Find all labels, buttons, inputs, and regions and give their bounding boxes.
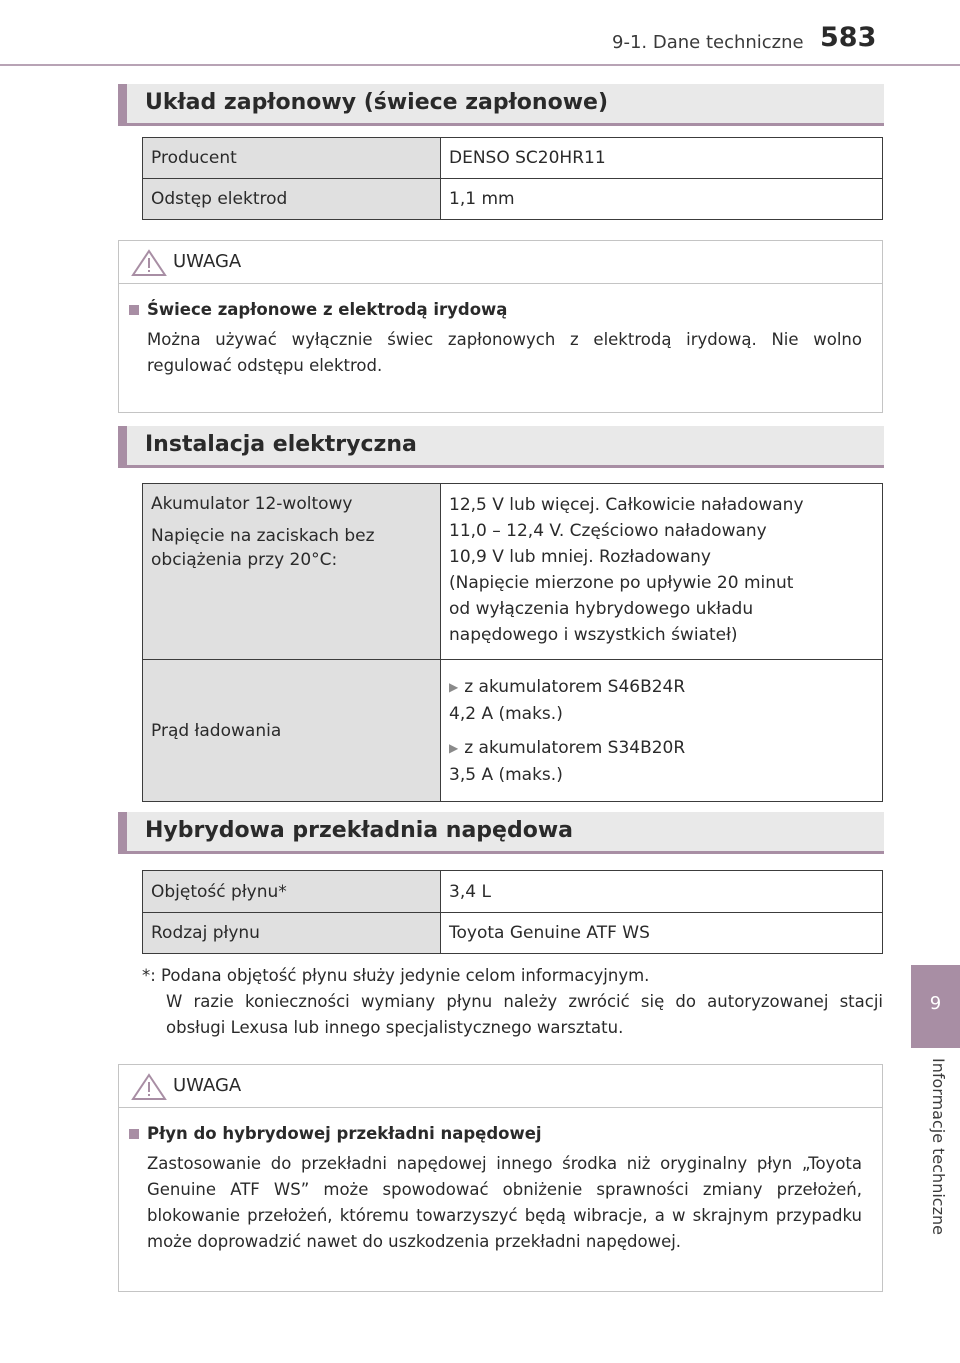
- warning-body: [119, 1108, 882, 1275]
- table-label-cell: Objętość płynu*: [143, 871, 441, 913]
- section-heading-transmission: [118, 812, 884, 854]
- warning-subtitle: Świece zapłonowe z elektrodą irydową: [147, 300, 508, 319]
- list-item-title: z akumulatorem S46B24R: [464, 676, 686, 697]
- section-heading-text: Instalacja elektryczna: [145, 432, 417, 457]
- chapter-number: 9: [929, 993, 942, 1014]
- table-value-cell: 3,4 L: [441, 871, 883, 913]
- table-label-cell: Prąd ładowania: [143, 660, 441, 802]
- warning-triangle-icon: [131, 1073, 167, 1101]
- warning-text: Zastosowanie do przekładni napędowej innego środka niż oryginalny płyn „Toyota Genuine ATF WS” może spowodować obniżenie sprawności zmiany przełożeń, blokowanie przełożeń, któremu towarzyszyć będą wibracje, a w skrajnym przypadku może doprowadzić nawet do uszkodzenia przekładni napędowej.: [147, 1154, 862, 1251]
- chapter-title: Informacje techniczne: [929, 1058, 948, 1235]
- battery-value-line: 11,0 – 12,4 V. Częściowo naładowany: [449, 521, 767, 541]
- table-row: [143, 179, 883, 220]
- warning-triangle-icon: [131, 249, 167, 277]
- table-value-cell: DENSO SC20HR11: [441, 138, 883, 179]
- list-item-value: 3,5 A (maks.): [449, 764, 563, 785]
- list-item-value: 4,2 A (maks.): [449, 703, 563, 724]
- warning-text: Można używać wyłącznie świec zapłonowych z elektrodą irydową. Nie wolno regulować odstępu elektrod.: [147, 330, 862, 375]
- footnote-line: *: Podana objętość płynu służy jedynie celom informacyjnym.: [142, 966, 650, 985]
- warning-body: [119, 284, 882, 399]
- warning-subtitle: Płyn do hybrydowej przekładni napędowej: [147, 1124, 542, 1143]
- page-number: 583: [820, 22, 877, 53]
- battery-value-line: napędowego i wszystkich świateł): [449, 625, 738, 645]
- section-heading-text: Hybrydowa przekładnia napędowa: [145, 818, 574, 843]
- list-item: [449, 674, 874, 701]
- section-heading-electrical: [118, 426, 884, 468]
- warning-label: UWAGA: [173, 1075, 242, 1096]
- table-label-cell: Producent: [143, 138, 441, 179]
- chapter-tab: [911, 965, 960, 1048]
- header-section-title: 9-1. Dane techniczne: [612, 32, 804, 53]
- table-value-cell: Toyota Genuine ATF WS: [441, 913, 883, 954]
- table-row: [143, 913, 883, 954]
- footnote-continuation: W razie konieczności wymiany płynu należy zwrócić się do autoryzowanej stacji obsługi Lexusa lub innego specjalistycznego warsztatu.: [166, 992, 883, 1037]
- table-label-cell: Rodzaj płynu: [143, 913, 441, 954]
- warning-label: UWAGA: [173, 251, 242, 272]
- battery-label: Akumulator 12-woltowy: [151, 494, 353, 514]
- transmission-spec-table: [142, 870, 883, 954]
- battery-value-line: 10,9 V lub mniej. Rozładowany: [449, 547, 711, 567]
- battery-value-line: 12,5 V lub więcej. Całkowicie naładowany: [449, 495, 804, 515]
- table-row: [143, 660, 883, 802]
- warning-header: [119, 241, 882, 284]
- electrical-spec-table: [142, 483, 883, 802]
- table-value-cell: 1,1 mm: [441, 179, 883, 220]
- table-label-cell: Odstęp elektrod: [143, 179, 441, 220]
- voltage-label: Napięcie na zaciskach bez obciążenia przy 20°C:: [151, 526, 375, 570]
- battery-value-line: (Napięcie mierzone po upływie 20 minut: [449, 573, 794, 593]
- list-item-title: z akumulatorem S34B20R: [464, 737, 686, 758]
- square-bullet-icon: [129, 1129, 139, 1139]
- table-row: [143, 484, 883, 660]
- battery-value-line: od wyłączenia hybrydowego układu: [449, 599, 754, 619]
- triangle-right-icon: ▶: [449, 740, 459, 755]
- ignition-spec-table: [142, 137, 883, 220]
- warning-box-spark-plugs: [118, 240, 883, 413]
- table-row: [143, 138, 883, 179]
- square-bullet-icon: [129, 305, 139, 315]
- section-heading-ignition: [118, 84, 884, 126]
- warning-box-transmission-fluid: [118, 1064, 883, 1292]
- section-heading-text: Układ zapłonowy (świece zapłonowe): [145, 90, 608, 115]
- table-row: [143, 871, 883, 913]
- header-divider: [0, 64, 960, 66]
- triangle-right-icon: ▶: [449, 679, 459, 694]
- table-label-cell: [143, 484, 441, 660]
- table-value-cell: [441, 484, 883, 660]
- footnote: [142, 963, 883, 1041]
- warning-header: [119, 1065, 882, 1108]
- list-item: [449, 735, 874, 762]
- table-value-cell: [441, 660, 883, 802]
